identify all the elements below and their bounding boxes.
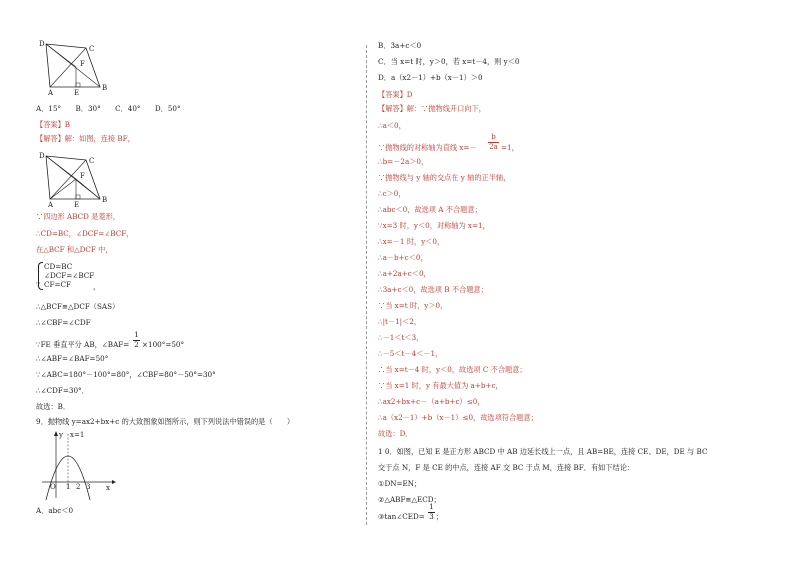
system-brace xyxy=(38,262,43,290)
axis-y-label: y xyxy=(59,431,63,439)
answer-label: 【答案】B xyxy=(36,120,71,129)
r-step-9: ∵抛物线与 y 轴的交点在 y 轴的正半轴， xyxy=(378,173,511,182)
step-4: ∴△BCF≌△DCF（SAS） xyxy=(36,302,120,311)
analysis-intro: 【解答】解：如图，连接 BF， xyxy=(36,134,135,143)
rhombus-figure-1 xyxy=(36,40,116,95)
fraction-den: 2 xyxy=(134,341,139,349)
step-9: ∴∠CDF=30°． xyxy=(36,386,89,395)
r-step-7a: ∵抛物线的对称轴为直线 x=－ xyxy=(378,143,477,152)
label-A: A xyxy=(48,89,54,97)
r-step-13: ∴x=－1 时，y＜0， xyxy=(378,237,445,246)
label-B: B xyxy=(102,84,108,92)
q9-option-d: D．a（x2－1）+b（x－1）＞0 xyxy=(378,73,483,82)
step-2: ∴CD=BC，∠DCF=∠BCF， xyxy=(36,229,134,238)
step-10: 故选：B． xyxy=(36,402,71,411)
system-row-1: CD=BC xyxy=(44,262,73,271)
r-step-6: ∴a＜0， xyxy=(378,121,406,130)
step-7: ∴∠ABF=∠BAF=50° xyxy=(36,354,109,363)
step-5: ∴∠CBF=∠CDF xyxy=(36,318,91,327)
label-F: F xyxy=(80,60,85,68)
q9-option-c: C．当 x=t 时，y＞0，若 x=t－4，则 y＜0 xyxy=(378,57,520,66)
r-step-15: ∴a+2a+c＜0， xyxy=(378,269,431,278)
conclusion-2: ②△ABF≌△ECD； xyxy=(378,495,441,504)
fraction-num: 1 xyxy=(429,503,434,511)
q9-option-a: A．abc＜0 xyxy=(36,506,74,515)
r-step-21: ∴当 x=t－4 时，y＜0，故选项 C 不合题意； xyxy=(378,365,527,374)
label-F: F xyxy=(80,172,85,180)
analysis-q9-intro: 【解答】解：∵抛物线开口向下， xyxy=(378,104,486,113)
answer-label-q9: 【答案】D xyxy=(378,90,413,99)
r-step-14: ∴a－b+c＜0， xyxy=(378,253,428,262)
rhombus-figure-2 xyxy=(36,152,116,207)
conclusion-3b: ； xyxy=(436,512,444,521)
tick-2: 2 xyxy=(76,483,81,491)
q8-options: A．15° B．30° C．40° D．50° xyxy=(36,104,181,113)
fraction-den: 3 xyxy=(429,513,434,521)
fraction-den: 2a xyxy=(489,143,498,151)
axis-symmetry-label: x=1 xyxy=(70,431,85,439)
axis-x-label: x xyxy=(106,484,110,492)
fraction-num: 1 xyxy=(134,331,139,339)
system-prefix: ∵ xyxy=(36,280,41,289)
r-step-24: ∴a（x2－1）+b（x－1）≤0，故选项符合题意； xyxy=(378,413,538,422)
system-row-2: ∠DCF=∠BCF xyxy=(44,271,95,280)
question-10-line-2: 交于点 N，F 是 CE 的中点，连接 AF 交 BC 于点 M，连接 BF．有如下结论： xyxy=(378,463,635,472)
r-step-10: ∴c＞0， xyxy=(378,189,406,198)
label-D: D xyxy=(39,152,45,160)
fraction-third xyxy=(428,504,435,521)
conclusion-1: ①DN=EN； xyxy=(378,479,422,488)
tick-1: 1 xyxy=(66,483,71,491)
label-C: C xyxy=(89,157,95,165)
step-6a: ∵FE 垂直平分 AB，∠BAF= xyxy=(36,340,130,349)
fraction-b-2a xyxy=(488,134,499,151)
tick-3: 3 xyxy=(86,483,91,491)
r-step-20: ∴－5＜t－4＜－1， xyxy=(378,349,443,358)
question-9: 9．抛物线 y=ax2+bx+c 的大致图象如图所示，则下列说法中错误的是（ ） xyxy=(36,417,295,426)
conclusion-3a: ③tan∠CED= xyxy=(378,512,425,521)
label-D: D xyxy=(39,40,45,48)
r-step-8: ∴b=－2a＞0， xyxy=(378,157,429,166)
r-step-22: ∵当 x=1 时，y 有最大值为 a+b+c， xyxy=(378,381,503,390)
step-1: ∵四边形 ABCD 是菱形， xyxy=(36,212,120,221)
r-step-18: ∴|t－1|＜2， xyxy=(378,317,422,326)
fraction-num: b xyxy=(491,133,496,141)
system-row-3: CF=CF xyxy=(44,280,71,289)
origin-label: O xyxy=(50,483,56,491)
q9-option-b: B．3a+c＜0 xyxy=(378,41,422,50)
parabola-graph xyxy=(40,430,120,500)
r-step-11: ∴abc＜0，故选项 A 不合题意； xyxy=(378,205,482,214)
question-10-line-1: 1 0．如图，已知 E 是正方形 ABCD 中 AB 边延长线上一点，且 AB=BE，连接 CE、DE，DE 与 BC xyxy=(378,447,708,456)
r-step-7b: =1， xyxy=(501,143,519,152)
r-step-12: ∵x=3 时，y＜0，对称轴为 x=1， xyxy=(378,221,490,230)
label-C: C xyxy=(89,45,95,53)
step-8: ∵∠ABC=180°－100°=80°，∠CBF=80°－50°=30° xyxy=(36,370,216,379)
fraction-half xyxy=(133,332,140,349)
step-6b: ×100°=50° xyxy=(142,340,185,349)
r-step-19: ∴－1＜t＜3， xyxy=(378,333,424,342)
r-step-23: ∴ax2+bx+c－（a+b+c）≤0， xyxy=(378,397,485,406)
label-A: A xyxy=(48,201,54,209)
column-divider xyxy=(366,45,367,525)
step-3: 在△BCF 和△DCF 中， xyxy=(36,245,113,254)
r-step-25: 故选：D． xyxy=(378,429,413,438)
label-E: E xyxy=(74,201,80,209)
r-step-16: ∴3a+c＜0，故选项 B 不合题意； xyxy=(378,285,488,294)
r-step-17: ∵当 x=t 时，y＞0， xyxy=(378,301,448,310)
system-suffix: ， xyxy=(93,282,101,291)
label-E: E xyxy=(74,89,80,97)
label-B: B xyxy=(102,196,108,204)
